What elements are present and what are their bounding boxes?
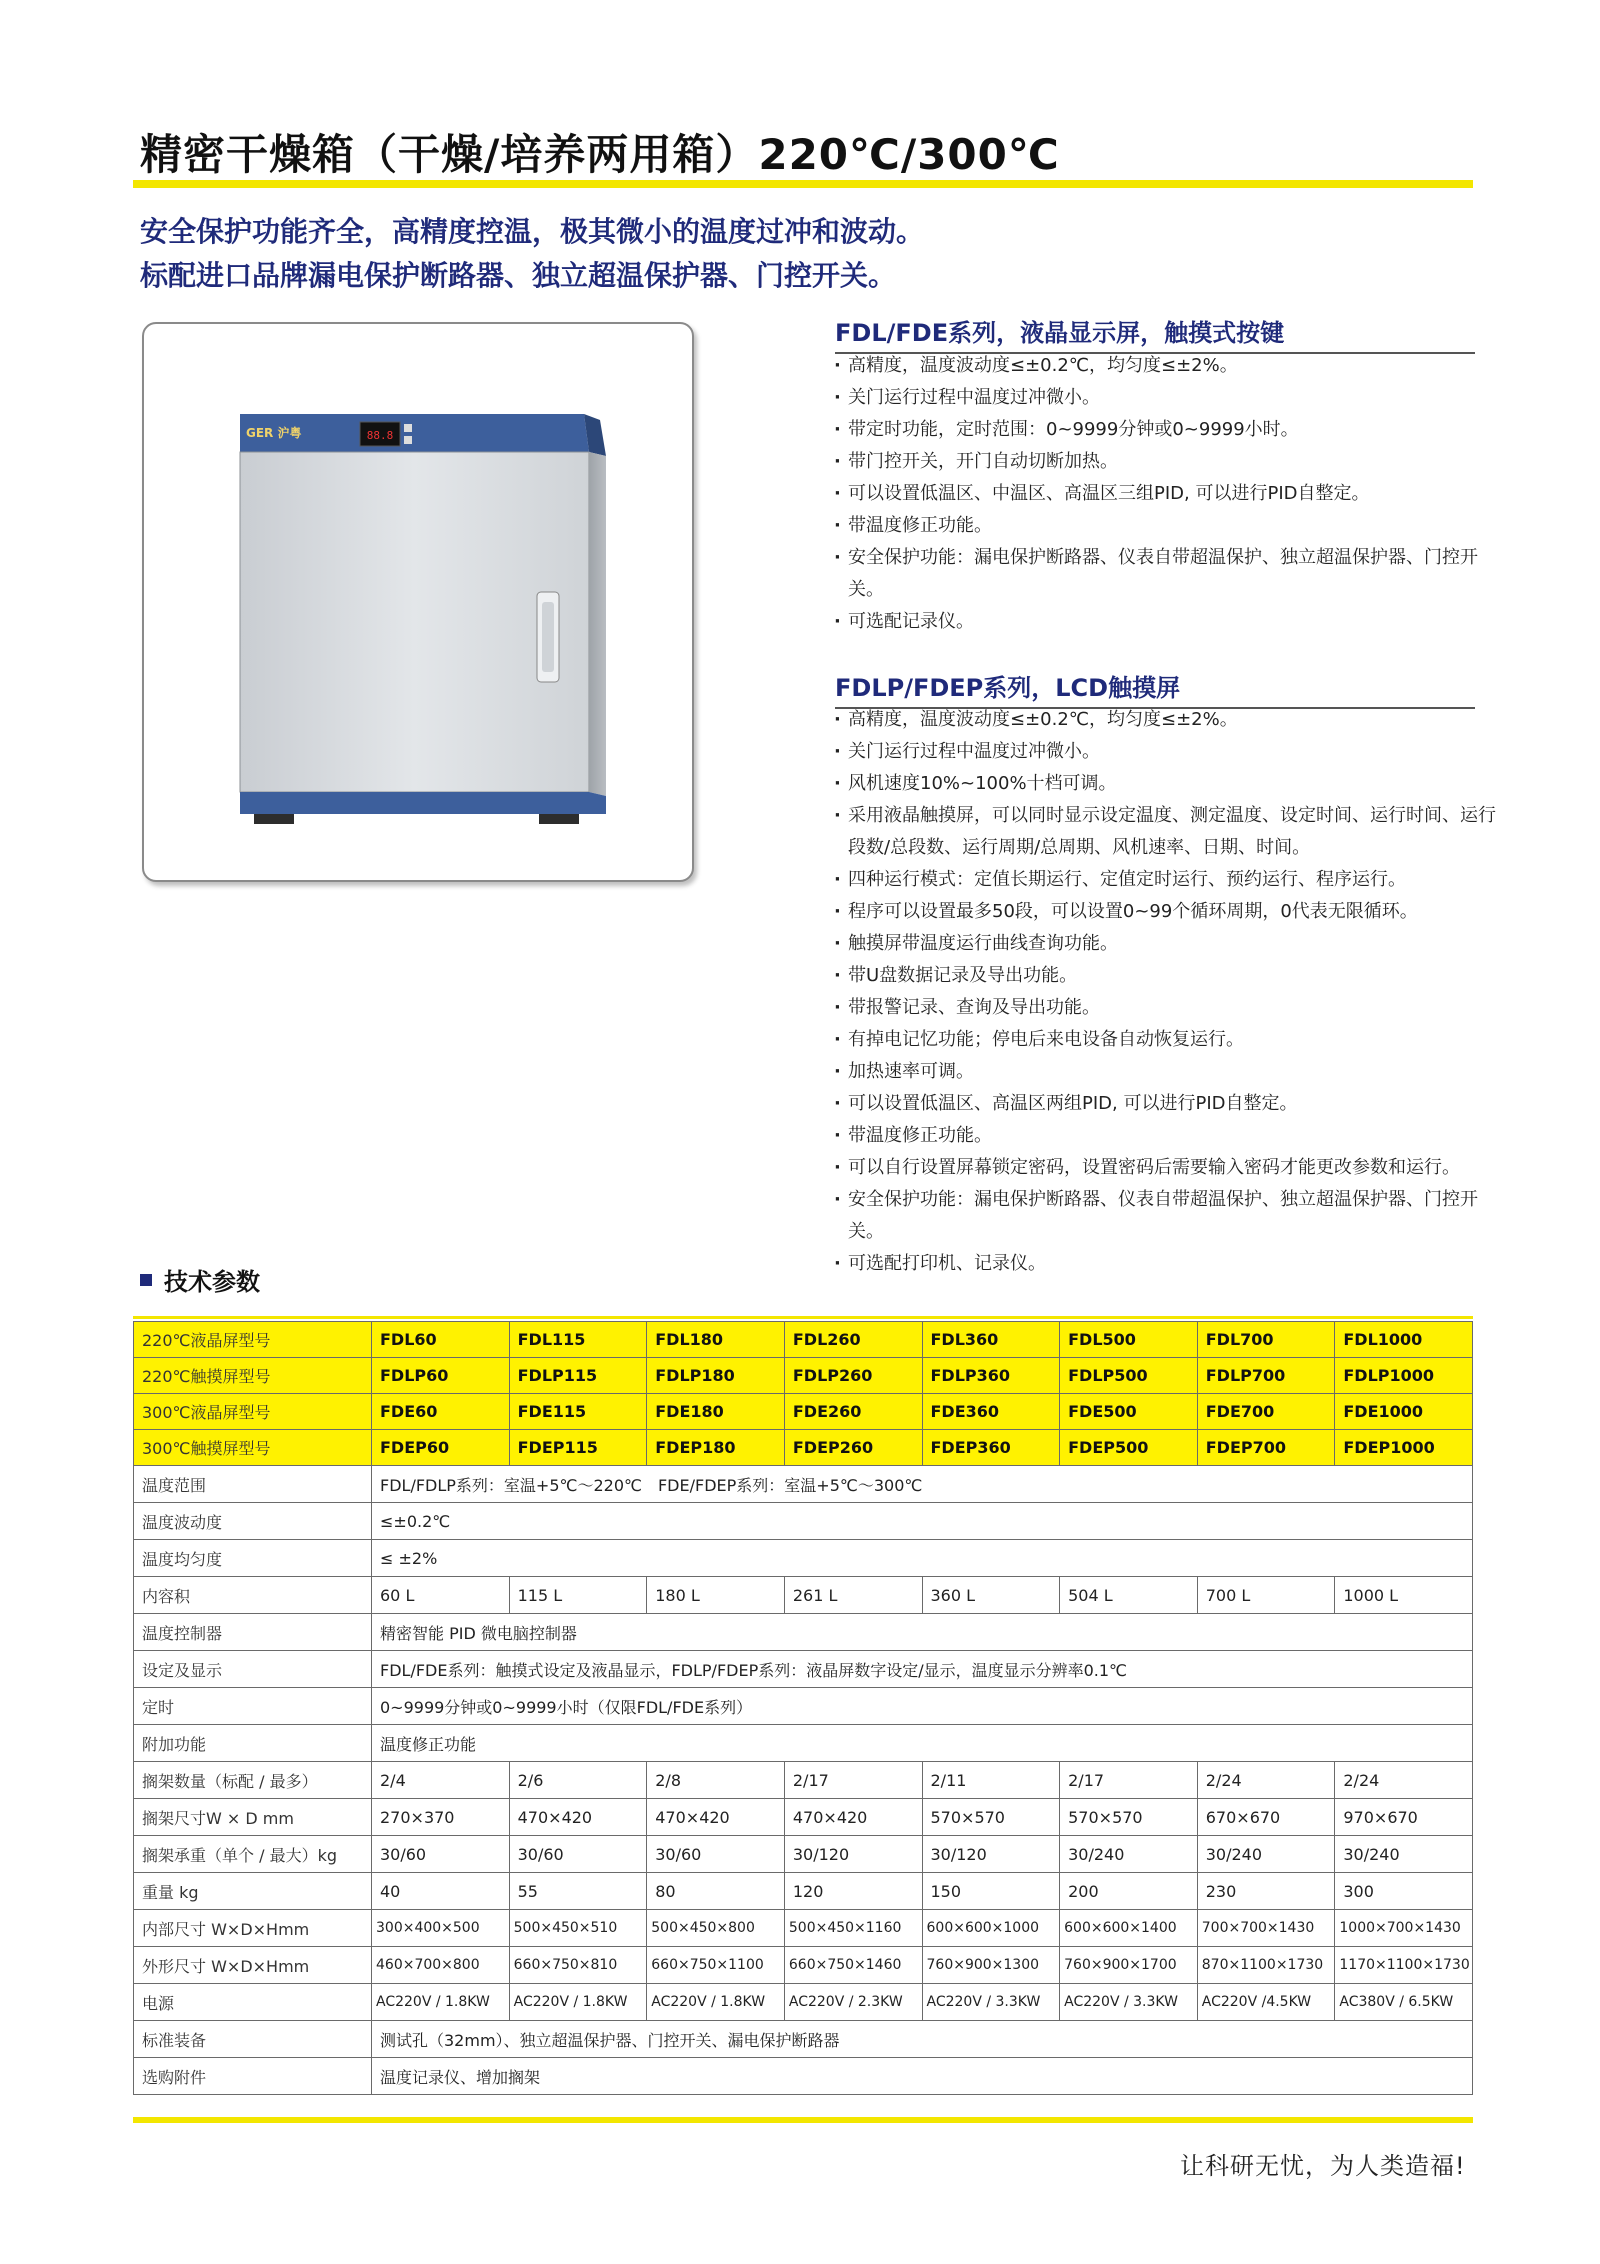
spec-cell: AC220V / 3.3KW [922, 1984, 1060, 2021]
spec-cell: 1000 L [1335, 1577, 1473, 1614]
row-label: 定时 [134, 1688, 372, 1725]
row-label: 设定及显示 [134, 1651, 372, 1688]
svg-text:GER 沪粤: GER 沪粤 [246, 426, 302, 440]
spec-cell: FDE60 [372, 1394, 510, 1430]
row-label: 标准装备 [134, 2021, 372, 2058]
spec-cell: 2/17 [784, 1762, 922, 1799]
spec-row [134, 1984, 1473, 2021]
spec-row [134, 1910, 1473, 1947]
model-row [134, 1322, 1473, 1358]
spec-cell: FDL360 [922, 1322, 1060, 1358]
spec-cell: 200 [1060, 1873, 1198, 1910]
section2-item: · 可选配打印机、记录仪。 [832, 1248, 1502, 1280]
spec-row [134, 2021, 1473, 2058]
spec-cell: FDLP260 [784, 1358, 922, 1394]
specs-heading [140, 1262, 260, 1297]
spec-cell: 80 [647, 1873, 785, 1910]
spec-cell: 970×670 [1335, 1799, 1473, 1836]
spec-cell: 230 [1197, 1873, 1335, 1910]
model-row [134, 1430, 1473, 1466]
spec-cell: 30/240 [1197, 1836, 1335, 1873]
spec-cell: 温度修正功能 [372, 1725, 1473, 1762]
spec-cell: FDL/FDE系列：触摸式设定及液晶显示，FDLP/FDEP系列：液晶屏数字设定/显示，温度显示分辨率0.1℃ [372, 1651, 1473, 1688]
spec-cell: 500×450×1160 [784, 1910, 922, 1947]
row-label: 外形尺寸 W×D×Hmm [134, 1947, 372, 1984]
row-label: 重量 kg [134, 1873, 372, 1910]
footer-slogan: 让科研无忧，为人类造福! [1180, 2152, 1466, 2180]
spec-cell: FDLP500 [1060, 1358, 1198, 1394]
section1-item: · 关门运行过程中温度过冲微小。 [832, 382, 1502, 414]
spec-row [134, 1873, 1473, 1910]
spec-cell: 600×600×1400 [1060, 1910, 1198, 1947]
section2-list [832, 704, 1502, 1280]
spec-cell: 470×420 [509, 1799, 647, 1836]
spec-cell: 470×420 [784, 1799, 922, 1836]
spec-cell: FDLP1000 [1335, 1358, 1473, 1394]
row-label: 搁架尺寸W × D mm [134, 1799, 372, 1836]
intro-text [140, 210, 924, 298]
spec-cell: 470×420 [647, 1799, 785, 1836]
spec-cell: FDE700 [1197, 1394, 1335, 1430]
row-label: 内部尺寸 W×D×Hmm [134, 1910, 372, 1947]
spec-cell: 精密智能 PID 微电脑控制器 [372, 1614, 1473, 1651]
spec-cell: FDEP1000 [1335, 1430, 1473, 1466]
spec-row [134, 2058, 1473, 2095]
row-label: 电源 [134, 1984, 372, 2021]
spec-cell: 300×400×500 [372, 1910, 510, 1947]
page-title: 精密干燥箱（干燥/培养两用箱）220℃/300℃ [140, 130, 1060, 179]
spec-cell: 360 L [922, 1577, 1060, 1614]
spec-cell: 30/120 [922, 1836, 1060, 1873]
spec-cell: FDLP115 [509, 1358, 647, 1394]
spec-cell: ≤ ±2% [372, 1540, 1473, 1577]
row-label: 300℃触摸屏型号 [134, 1430, 372, 1466]
spec-cell: AC220V / 1.8KW [647, 1984, 785, 2021]
spec-cell: AC220V /4.5KW [1197, 1984, 1335, 2021]
spec-cell: 504 L [1060, 1577, 1198, 1614]
spec-cell: 2/6 [509, 1762, 647, 1799]
section1-item: · 带定时功能，定时范围：0~9999分钟或0~9999小时。 [832, 414, 1502, 446]
spec-cell: AC380V / 6.5KW [1335, 1984, 1473, 2021]
spec-cell: 760×900×1700 [1060, 1947, 1198, 1984]
spec-cell: FDEP360 [922, 1430, 1060, 1466]
section2-item: · 带U盘数据记录及导出功能。 [832, 960, 1502, 992]
spec-row [134, 1540, 1473, 1577]
row-label: 搁架数量（标配 / 最多） [134, 1762, 372, 1799]
square-bullet-icon [140, 1274, 152, 1286]
spec-row [134, 1651, 1473, 1688]
spec-cell: 30/60 [509, 1836, 647, 1873]
row-label: 附加功能 [134, 1725, 372, 1762]
intro-line-1: 安全保护功能齐全，高精度控温，极其微小的温度过冲和波动。 [140, 215, 925, 248]
spec-row [134, 1762, 1473, 1799]
spec-cell: 0~9999分钟或0~9999小时（仅限FDL/FDE系列） [372, 1688, 1473, 1725]
row-label: 220℃触摸屏型号 [134, 1358, 372, 1394]
spec-row [134, 1799, 1473, 1836]
row-label: 温度控制器 [134, 1614, 372, 1651]
model-row [134, 1358, 1473, 1394]
spec-cell: FDEP180 [647, 1430, 785, 1466]
spec-cell: 测试孔（32mm）、独立超温保护器、门控开关、漏电保护断路器 [372, 2021, 1473, 2058]
spec-cell: 2/8 [647, 1762, 785, 1799]
spec-cell: AC220V / 2.3KW [784, 1984, 922, 2021]
specs-top-rule [133, 1316, 1473, 1319]
section2-item: · 采用液晶触摸屏，可以同时显示设定温度、测定温度、设定时间、运行时间、运行段数/总段数、运行周期/总周期、风机速率、日期、时间。 [832, 800, 1502, 864]
spec-cell: 670×670 [1197, 1799, 1335, 1836]
spec-cell: FDLP700 [1197, 1358, 1335, 1394]
spec-cell: FDEP115 [509, 1430, 647, 1466]
spec-cell: 30/120 [784, 1836, 922, 1873]
spec-cell: 270×370 [372, 1799, 510, 1836]
drying-oven-image [144, 324, 694, 882]
title-rule [133, 180, 1473, 188]
row-label: 温度范围 [134, 1466, 372, 1503]
specs-table [133, 1321, 1473, 2095]
spec-cell: 460×700×800 [372, 1947, 510, 1984]
spec-cell: 300 [1335, 1873, 1473, 1910]
spec-cell: AC220V / 3.3KW [1060, 1984, 1198, 2021]
spec-cell: AC220V / 1.8KW [509, 1984, 647, 2021]
spec-cell: 150 [922, 1873, 1060, 1910]
row-label: 300℃液晶屏型号 [134, 1394, 372, 1430]
spec-cell: 500×450×510 [509, 1910, 647, 1947]
spec-cell: FDLP180 [647, 1358, 785, 1394]
section2-item: · 可以设置低温区、高温区两组PID, 可以进行PID自整定。 [832, 1088, 1502, 1120]
section2-item: · 有掉电记忆功能；停电后来电设备自动恢复运行。 [832, 1024, 1502, 1056]
spec-cell: FDEP260 [784, 1430, 922, 1466]
row-label: 选购附件 [134, 2058, 372, 2095]
spec-cell: FDE260 [784, 1394, 922, 1430]
spec-cell: 温度记录仪、增加搁架 [372, 2058, 1473, 2095]
spec-cell: ≤±0.2℃ [372, 1503, 1473, 1540]
section2-item: · 加热速率可调。 [832, 1056, 1502, 1088]
spec-cell: 760×900×1300 [922, 1947, 1060, 1984]
spec-cell: FDE115 [509, 1394, 647, 1430]
spec-cell: 40 [372, 1873, 510, 1910]
spec-cell: 55 [509, 1873, 647, 1910]
specs-heading-text: 技术参数 [164, 1268, 260, 1296]
section2-item: · 安全保护功能：漏电保护断路器、仪表自带超温保护、独立超温保护器、门控开关。 [832, 1184, 1502, 1248]
spec-cell: FDL60 [372, 1322, 510, 1358]
section1-item: · 带温度修正功能。 [832, 510, 1502, 542]
spec-cell: 600×600×1000 [922, 1910, 1060, 1947]
row-label: 搁架承重（单个 / 最大）kg [134, 1836, 372, 1873]
spec-cell: AC220V / 1.8KW [372, 1984, 510, 2021]
spec-cell: FDL1000 [1335, 1322, 1473, 1358]
section1-item: · 可以设置低温区、中温区、高温区三组PID, 可以进行PID自整定。 [832, 478, 1502, 510]
spec-cell: 2/4 [372, 1762, 510, 1799]
intro-line-2: 标配进口品牌漏电保护断路器、独立超温保护器、门控开关。 [140, 259, 897, 292]
spec-cell: 2/17 [1060, 1762, 1198, 1799]
spec-cell: 1170×1100×1730 [1335, 1947, 1473, 1984]
row-label: 220℃液晶屏型号 [134, 1322, 372, 1358]
spec-cell: FDL500 [1060, 1322, 1198, 1358]
spec-cell: 570×570 [922, 1799, 1060, 1836]
spec-cell: 60 L [372, 1577, 510, 1614]
spec-cell: 120 [784, 1873, 922, 1910]
section2-item: · 可以自行设置屏幕锁定密码，设置密码后需要输入密码才能更改参数和运行。 [832, 1152, 1502, 1184]
spec-cell: FDL180 [647, 1322, 785, 1358]
spec-row [134, 1836, 1473, 1873]
spec-cell: FDLP360 [922, 1358, 1060, 1394]
section1-list [832, 350, 1502, 638]
row-label: 温度波动度 [134, 1503, 372, 1540]
spec-cell: FDLP60 [372, 1358, 510, 1394]
section2-item: · 触摸屏带温度运行曲线查询功能。 [832, 928, 1502, 960]
spec-cell: 2/24 [1335, 1762, 1473, 1799]
spec-cell: FDEP500 [1060, 1430, 1198, 1466]
model-row [134, 1394, 1473, 1430]
spec-cell: FDL115 [509, 1322, 647, 1358]
section2-item: · 关门运行过程中温度过冲微小。 [832, 736, 1502, 768]
spec-cell: FDEP700 [1197, 1430, 1335, 1466]
spec-row [134, 1725, 1473, 1762]
spec-cell: 500×450×800 [647, 1910, 785, 1947]
spec-row [134, 1614, 1473, 1651]
section1-item: · 带门控开关，开门自动切断加热。 [832, 446, 1502, 478]
spec-cell: 30/240 [1060, 1836, 1198, 1873]
spec-cell: 2/24 [1197, 1762, 1335, 1799]
section1-heading: FDL/FDE系列，液晶显示屏，触摸式按键 [835, 313, 1475, 354]
spec-cell: 570×570 [1060, 1799, 1198, 1836]
spec-row [134, 1466, 1473, 1503]
section2-item: · 带报警记录、查询及导出功能。 [832, 992, 1502, 1024]
spec-cell: 700 L [1197, 1577, 1335, 1614]
section2-heading: FDLP/FDEP系列，LCD触摸屏 [835, 668, 1475, 709]
section2-item: · 带温度修正功能。 [832, 1120, 1502, 1152]
section2-item: · 程序可以设置最多50段，可以设置0~99个循环周期，0代表无限循环。 [832, 896, 1502, 928]
spec-row [134, 1947, 1473, 1984]
spec-cell: FDEP60 [372, 1430, 510, 1466]
spec-cell: 30/60 [372, 1836, 510, 1873]
specs-bottom-rule [133, 2117, 1473, 2123]
section2-item: · 四种运行模式：定值长期运行、定值定时运行、预约运行、程序运行。 [832, 864, 1502, 896]
row-label: 内容积 [134, 1577, 372, 1614]
spec-cell: FDL/FDLP系列：室温+5℃～220℃ FDE/FDEP系列：室温+5℃～300℃ [372, 1466, 1473, 1503]
svg-text:88.8: 88.8 [366, 429, 394, 442]
spec-cell: 660×750×810 [509, 1947, 647, 1984]
spec-cell: 700×700×1430 [1197, 1910, 1335, 1947]
row-label: 温度均匀度 [134, 1540, 372, 1577]
spec-row [134, 1503, 1473, 1540]
spec-cell: FDE1000 [1335, 1394, 1473, 1430]
spec-cell: FDE180 [647, 1394, 785, 1430]
spec-cell: FDL700 [1197, 1322, 1335, 1358]
spec-cell: FDE500 [1060, 1394, 1198, 1430]
section2-item: · 高精度，温度波动度≤±0.2℃，均匀度≤±2%。 [832, 704, 1502, 736]
spec-cell: 261 L [784, 1577, 922, 1614]
spec-cell: 30/240 [1335, 1836, 1473, 1873]
section1-item: · 安全保护功能：漏电保护断路器、仪表自带超温保护、独立超温保护器、门控开关。 [832, 542, 1502, 606]
section2-item: · 风机速度10%~100%十档可调。 [832, 768, 1502, 800]
spec-cell: 115 L [509, 1577, 647, 1614]
spec-cell: FDE360 [922, 1394, 1060, 1430]
spec-row [134, 1688, 1473, 1725]
spec-cell: FDL260 [784, 1322, 922, 1358]
section1-item: · 可选配记录仪。 [832, 606, 1502, 638]
product-photo-frame [142, 322, 694, 882]
spec-cell: 660×750×1100 [647, 1947, 785, 1984]
spec-cell: 660×750×1460 [784, 1947, 922, 1984]
spec-cell: 1000×700×1430 [1335, 1910, 1473, 1947]
spec-cell: 30/60 [647, 1836, 785, 1873]
spec-cell: 2/11 [922, 1762, 1060, 1799]
spec-cell: 180 L [647, 1577, 785, 1614]
spec-row [134, 1577, 1473, 1614]
spec-cell: 870×1100×1730 [1197, 1947, 1335, 1984]
section1-item: · 高精度，温度波动度≤±0.2℃，均匀度≤±2%。 [832, 350, 1502, 382]
